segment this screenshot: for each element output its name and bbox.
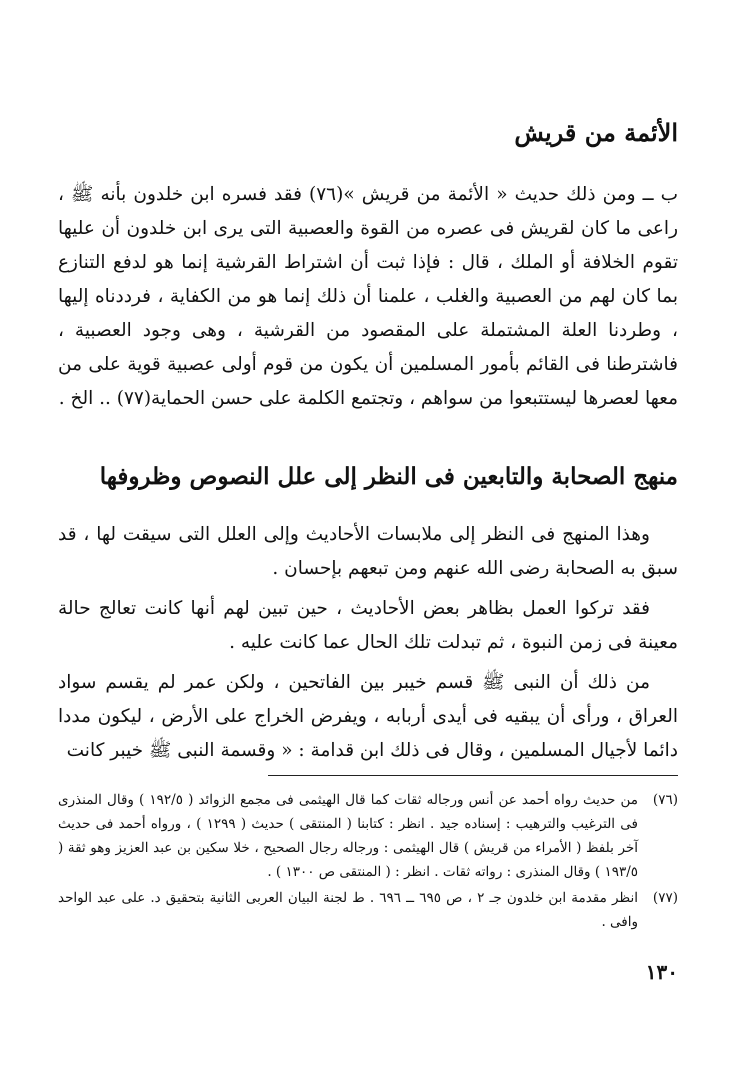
section-heading-imams: الأئمة من قريش	[514, 118, 678, 147]
footnote-divider	[268, 775, 678, 776]
paragraph: وهذا المنهج فى النظر إلى ملابسات الأحاديث وإلى العلل التى سيقت لها ، قد سبق به الصحابة رضى الله عنهم ومن تبعهم بإحسان .	[58, 524, 678, 579]
section-body-method	[58, 518, 678, 774]
page-number: ١٣٠	[645, 960, 678, 984]
paragraph: ب ــ ومن ذلك حديث « الأئمة من قريش »(٧٦) فقد فسره ابن خلدون بأنه ﷺ ، راعى ما كان لقريش فى عصره من القوة والعصبية التى يرى ابن خلدون أن عليها تقوم الخلافة أو الملك ، قال : فإذا ثبت أن اشتراط القرشية إنما هو لدفع التنازع بما كان لهم من العصبية والغلب ، علمنا أن ذلك إنما هو من الكفاية ، فرددناه إليها ، وطردنا العلة المشتملة على المقصود من القرشية ، وهى وجود العصبية ، فاشترطنا فى القائم بأمور المسلمين أن يكون من قوم أولى عصبية قوية على من معها لعصرها ليستتبعوا من سواهم ، وتجتمع الكلمة على حسن الحماية(٧٧) .. الخ .	[58, 184, 678, 409]
paragraph: فقد تركوا العمل بظاهر بعض الأحاديث ، حين تبين لهم أنها كانت تعالج حالة معينة فى زمن النبوة ، ثم تبدلت تلك الحال عما كانت عليه .	[58, 598, 678, 653]
footnote	[58, 788, 678, 884]
footnote-text: انظر مقدمة ابن خلدون جـ ٢ ، ص ٦٩٥ ــ ٦٩٦ . ط لجنة البيان العربى الثانية بتحقيق د. على عبد الواحد وافى .	[58, 890, 639, 930]
footnote-text: من حديث رواه أحمد عن أنس ورجاله ثقات كما قال الهيثمى فى مجمع الزوائد ( ١٩٢/٥ ) وقال المنذرى فى الترغيب والترهيب : إسناده جيد . انظر : كتابنا ( المنتقى ) حديث ( ١٢٩٩ ) ، ورواه أحمد فى حديث آخر بلفظ ( الأمراء من قريش ) قال الهيثمى : ورجاله رجال الصحيح ، خلا سكين بن عبد العزيز وهو ثقة ( ١٩٣/٥ ) وقال المنذرى : رواته ثقات . انظر : ( المنتقى ص ١٣٠٠ ) .	[58, 792, 639, 880]
book-page	[58, 0, 678, 1079]
paragraph: من ذلك أن النبى ﷺ قسم خيبر بين الفاتحين ، ولكن عمر لم يقسم سواد العراق ، ورأى أن يبقيه فى أيدى أربابه ، ويفرض الخراج على الأرض ، ليكون مددا دائما لأجيال المسلمين ، وقال فى ذلك ابن قدامة : « وقسمة النبى ﷺ خيبر كانت	[58, 672, 678, 761]
footnotes	[58, 788, 678, 936]
footnote-number: (٧٧)	[652, 890, 678, 906]
section-heading-method: منهج الصحابة والتابعين فى النظر إلى علل النصوص وظروفها	[99, 463, 678, 490]
section-body-imams	[58, 178, 678, 422]
footnote-number: (٧٦)	[652, 792, 678, 808]
footnote	[58, 886, 678, 934]
